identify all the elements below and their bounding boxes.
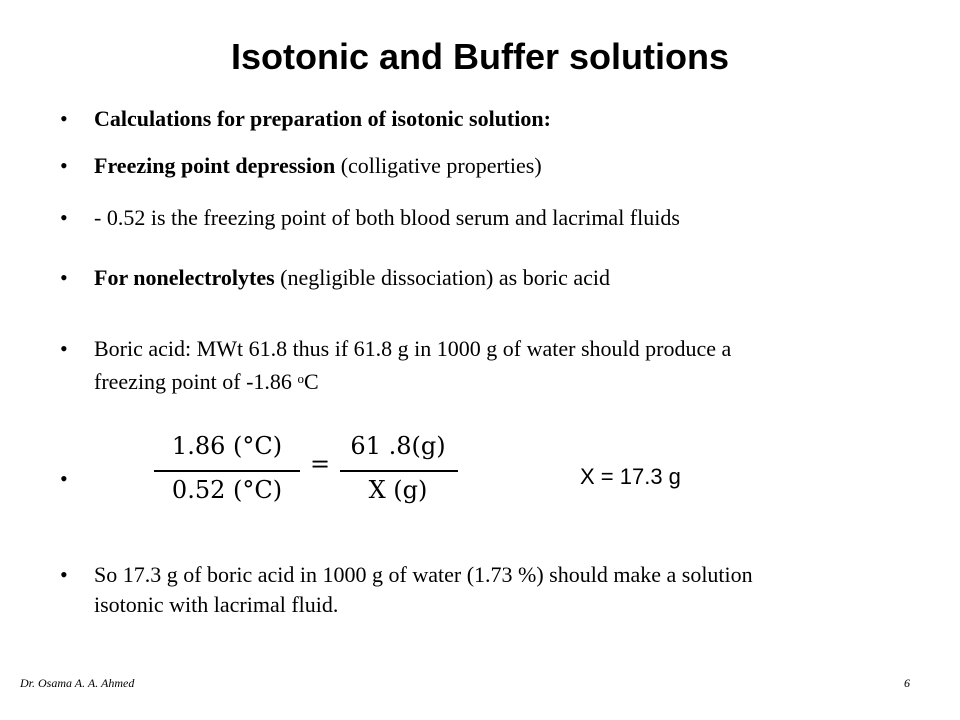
eq-equals: = (309, 450, 331, 478)
bullet-marker: • (60, 336, 68, 361)
equation-result: X = 17.3 g (580, 464, 681, 489)
bullet-2-text: (colligative properties) (335, 153, 542, 178)
eq-left-denominator: 0.52 (°C) (171, 476, 283, 504)
bullet-3-text: - 0.52 is the freezing point of both blood serum and lacrimal fluids (94, 205, 680, 230)
footer-author: Dr. Osama A. A. Ahmed (20, 676, 135, 690)
page-number: 6 (904, 676, 910, 690)
bullet-marker: • (60, 106, 68, 131)
bullet-5-line-1: Boric acid: MWt 61.8 thus if 61.8 g in 1000 g of water should produce a (94, 336, 732, 361)
bullet-1-bold: Calculations for preparation of isotonic solution: (94, 106, 551, 131)
eq-right-denominator: X (g) (368, 476, 428, 504)
bullet-marker: • (60, 153, 68, 178)
bullet-marker: • (60, 265, 68, 290)
eq-right-numerator: 61 .8(g) (350, 432, 446, 460)
bullet-marker: • (60, 562, 68, 587)
bullet-4-text: (negligible dissociation) as boric acid (274, 265, 611, 290)
bullet-4-bold: For nonelectrolytes (94, 265, 275, 290)
bullet-marker: • (60, 466, 68, 491)
bullet-2-bold: Freezing point depression (94, 153, 336, 178)
bullet-7-line-2: isotonic with lacrimal fluid. (94, 592, 339, 617)
slide-title: Isotonic and Buffer solutions (230, 36, 729, 77)
eq-right-fraction-bar (340, 470, 458, 472)
equation (152, 424, 472, 514)
bullet-5-unit: C (303, 369, 319, 394)
eq-left-fraction-bar (154, 470, 300, 472)
bullet-5-line-2: freezing point of -1.86 (94, 369, 298, 394)
degree-sup: o (297, 371, 304, 386)
eq-left-numerator: 1.86 (°C) (171, 432, 283, 460)
bullet-marker: • (60, 205, 68, 230)
bullet-7-line-1: So 17.3 g of boric acid in 1000 g of water (1.73 %) should make a solution (94, 562, 753, 587)
